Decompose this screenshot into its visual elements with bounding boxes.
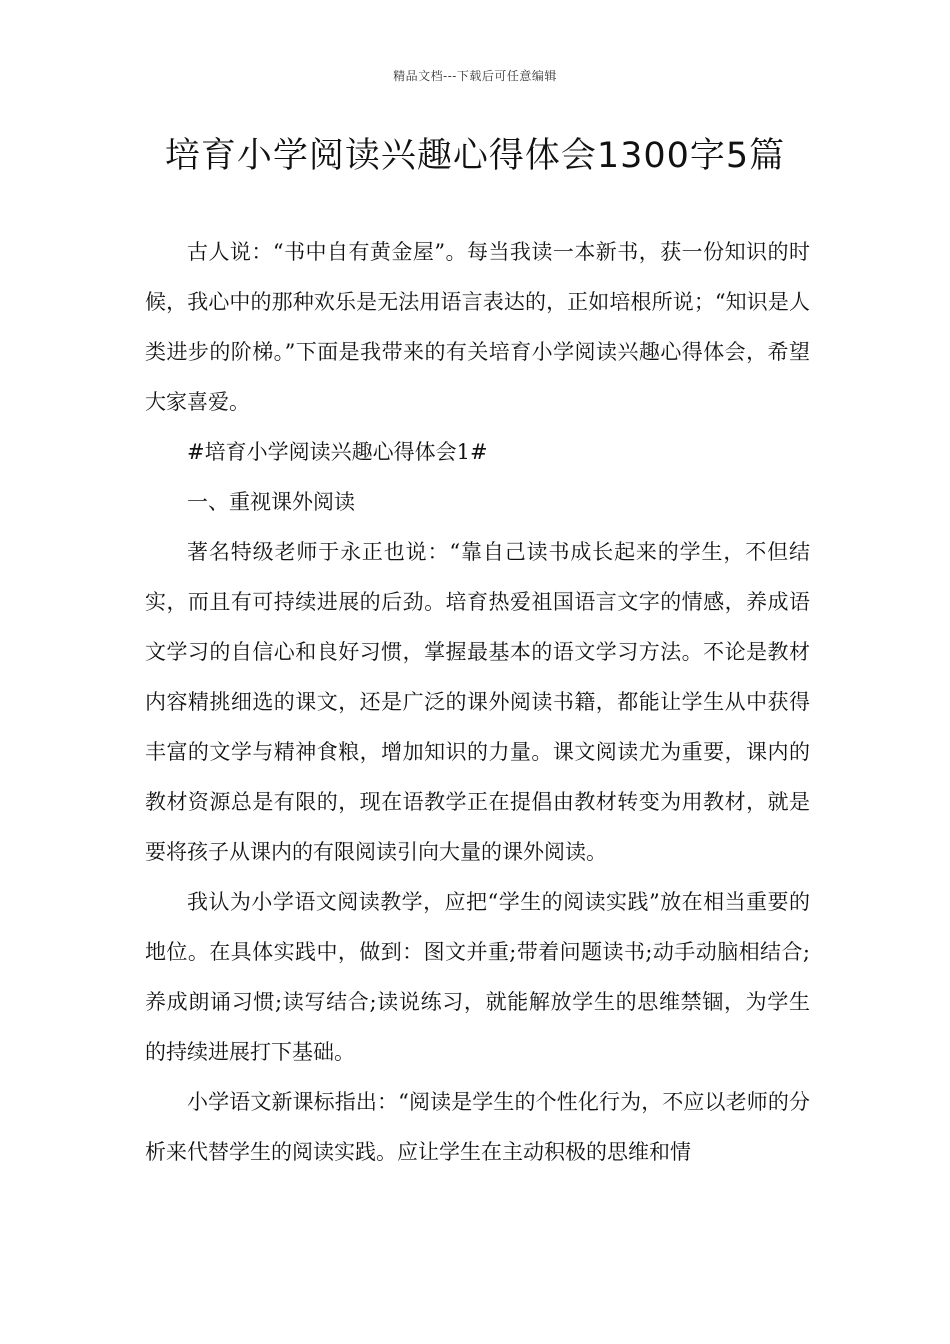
body-paragraph: 著名特级老师于永正也说：“靠自己读书成长起来的学生，不但结实，而且有可持续进展的后劲。培育热爱祖国语言文字的情感，养成语文学习的自信心和良好习惯，掌握最基本的语文学习方法。不论是教材内容精挑细选的课文，还是广泛的课外阅读书籍，都能让学生从中获得丰富的文学与精神食粮，增加知识的力量。课文阅读尤为重要，课内的教材资源总是有限的，现在语教学正在提倡由教材转变为用教材，就是要将孩子从课内的有限阅读引向大量的课外阅读。 (145, 540, 810, 864)
document-title: 培育小学阅读兴趣心得体会1300字5篇 (164, 136, 786, 176)
subsection-heading: 一、重视课外阅读 (187, 490, 355, 514)
header-note: 精品文档---下载后可任意编辑 (393, 69, 557, 83)
body-paragraph: 我认为小学语文阅读教学，应把“学生的阅读实践”放在相当重要的地位。在具体实践中，做到：图文并重;带着问题读书;动手动脑相结合;养成朗诵习惯;读写结合;读说练习，就能解放学生的思维禁锢，为学生的持续进展打下基础。 (145, 890, 810, 1064)
section-heading: #培育小学阅读兴趣心得体会1# (187, 440, 488, 464)
body-paragraph: 小学语文新课标指出：“阅读是学生的个性化行为，不应以老师的分析来代替学生的阅读实践。应让学生在主动积极的思维和情 (145, 1090, 810, 1164)
intro-paragraph: 古人说：“书中自有黄金屋”。每当我读一本新书，获一份知识的时候，我心中的那种欢乐是无法用语言表达的，正如培根所说；“知识是人类进步的阶梯。”下面是我带来的有关培育小学阅读兴趣心得体会，希望大家喜爱。 (145, 240, 810, 414)
document-body (145, 227, 810, 1177)
